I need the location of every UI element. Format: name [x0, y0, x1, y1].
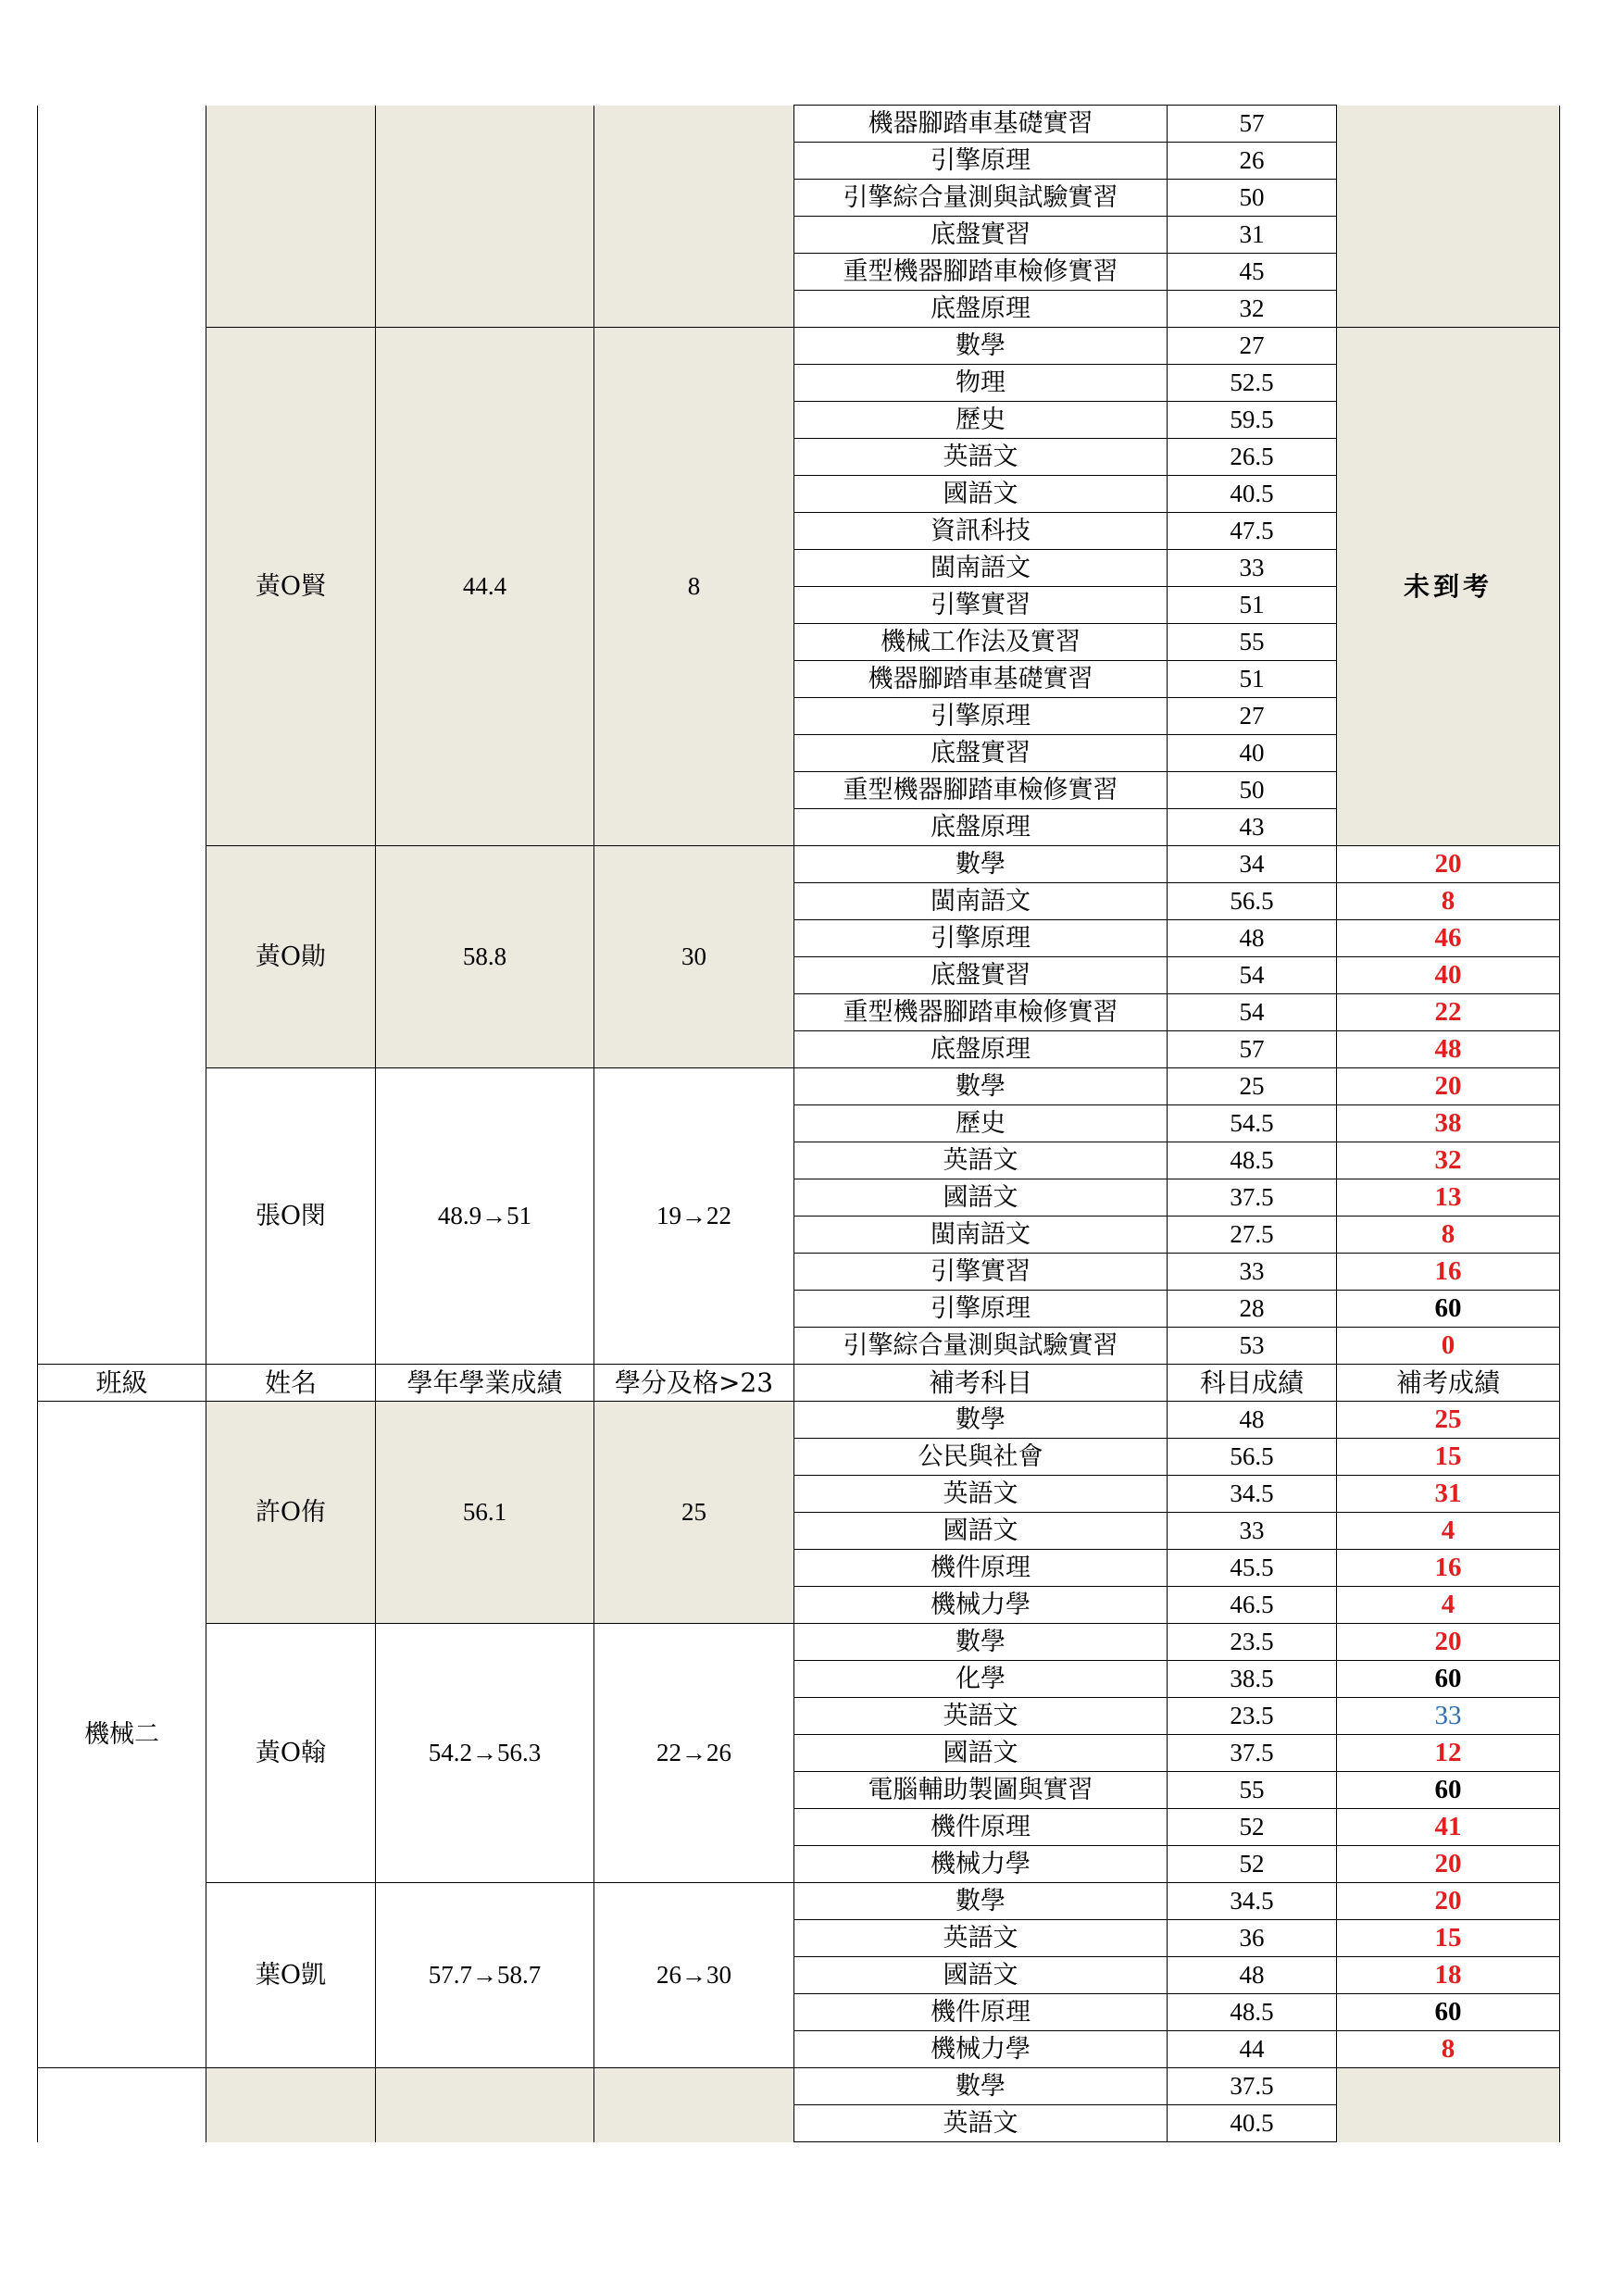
makeup-subject: 底盤實習	[794, 957, 1168, 994]
makeup-score: 41	[1337, 1809, 1560, 1846]
table-row	[38, 1402, 1560, 1439]
makeup-subject: 機件原理	[794, 1809, 1168, 1846]
makeup-subject: 機器腳踏車基礎實習	[794, 661, 1168, 698]
makeup-score: 40	[1337, 957, 1560, 994]
subject-score: 48	[1168, 1957, 1337, 1994]
subject-score: 25	[1168, 1068, 1337, 1105]
subject-score: 32	[1168, 291, 1337, 328]
credits-passed: 25	[594, 1402, 794, 1624]
subject-score: 52	[1168, 1809, 1337, 1846]
makeup-subject: 化學	[794, 1661, 1168, 1698]
makeup-subject: 引擎綜合量測與試驗實習	[794, 180, 1168, 217]
makeup-subject: 資訊科技	[794, 513, 1168, 550]
class-cell: 機械二	[38, 1402, 206, 2068]
makeup-score: 16	[1337, 1254, 1560, 1291]
makeup-subject: 國語文	[794, 1513, 1168, 1550]
credits-passed: 8	[594, 328, 794, 846]
subject-score: 54	[1168, 957, 1337, 994]
makeup-score: 8	[1337, 1217, 1560, 1254]
subject-score: 51	[1168, 587, 1337, 624]
table-row	[38, 1068, 1560, 1105]
makeup-subject: 英語文	[794, 1920, 1168, 1957]
student-name: 張O閔	[206, 1068, 376, 1365]
makeup-subject: 引擎實習	[794, 1254, 1168, 1291]
header-subject-score: 科目成績	[1168, 1365, 1337, 1402]
subject-score: 59.5	[1168, 402, 1337, 439]
makeup-exam-table	[37, 105, 1560, 2142]
subject-score: 38.5	[1168, 1661, 1337, 1698]
makeup-subject: 公民與社會	[794, 1439, 1168, 1476]
subject-score: 34	[1168, 846, 1337, 883]
makeup-score: 20	[1337, 1883, 1560, 1920]
makeup-subject: 國語文	[794, 1179, 1168, 1217]
makeup-subject: 底盤原理	[794, 291, 1168, 328]
subject-score: 45	[1168, 254, 1337, 291]
subject-score: 46.5	[1168, 1587, 1337, 1624]
makeup-subject: 閩南語文	[794, 550, 1168, 587]
makeup-score: 31	[1337, 1476, 1560, 1513]
subject-score: 27.5	[1168, 1217, 1337, 1254]
subject-score: 33	[1168, 550, 1337, 587]
makeup-subject: 歷史	[794, 402, 1168, 439]
makeup-subject: 重型機器腳踏車檢修實習	[794, 254, 1168, 291]
makeup-score: 60	[1337, 1661, 1560, 1698]
header-row	[38, 1365, 1560, 1402]
makeup-subject: 底盤原理	[794, 809, 1168, 846]
annual-score: 58.8	[376, 846, 594, 1068]
makeup-subject: 閩南語文	[794, 883, 1168, 920]
student-name: 葉O凱	[206, 1883, 376, 2068]
makeup-score	[1337, 2068, 1560, 2142]
subject-score: 47.5	[1168, 513, 1337, 550]
table-row	[38, 1883, 1560, 1920]
makeup-score: 46	[1337, 920, 1560, 957]
header-credits: 學分及格>23	[594, 1365, 794, 1402]
makeup-subject: 底盤實習	[794, 217, 1168, 254]
subject-score: 51	[1168, 661, 1337, 698]
makeup-subject: 機器腳踏車基礎實習	[794, 106, 1168, 143]
makeup-subject: 英語文	[794, 2105, 1168, 2142]
makeup-score	[1337, 106, 1560, 328]
makeup-subject: 數學	[794, 2068, 1168, 2105]
subject-score: 55	[1168, 624, 1337, 661]
subject-score: 34.5	[1168, 1883, 1337, 1920]
student-name	[206, 2068, 376, 2142]
subject-score: 23.5	[1168, 1698, 1337, 1735]
class-cell	[38, 2068, 206, 2142]
makeup-score: 0	[1337, 1328, 1560, 1365]
makeup-score: 13	[1337, 1179, 1560, 1217]
subject-score: 57	[1168, 106, 1337, 143]
makeup-subject: 機件原理	[794, 1550, 1168, 1587]
header-name: 姓名	[206, 1365, 376, 1402]
table-row	[38, 2068, 1560, 2105]
makeup-subject: 英語文	[794, 1142, 1168, 1179]
subject-score: 27	[1168, 698, 1337, 735]
class-cell	[38, 106, 206, 1365]
makeup-score: 60	[1337, 1772, 1560, 1809]
student-name: 許O侑	[206, 1402, 376, 1624]
subject-score: 48	[1168, 920, 1337, 957]
header-subject: 補考科目	[794, 1365, 1168, 1402]
makeup-score: 60	[1337, 1291, 1560, 1328]
table-row	[38, 328, 1560, 365]
subject-score: 40.5	[1168, 2105, 1337, 2142]
makeup-subject: 閩南語文	[794, 1217, 1168, 1254]
makeup-score: 32	[1337, 1142, 1560, 1179]
makeup-subject: 英語文	[794, 1698, 1168, 1735]
subject-score: 55	[1168, 1772, 1337, 1809]
makeup-subject: 重型機器腳踏車檢修實習	[794, 772, 1168, 809]
makeup-score: 20	[1337, 1068, 1560, 1105]
annual-score: 54.2→56.3	[376, 1624, 594, 1883]
header-class: 班級	[38, 1365, 206, 1402]
subject-score: 36	[1168, 1920, 1337, 1957]
subject-score: 56.5	[1168, 883, 1337, 920]
makeup-subject: 國語文	[794, 1957, 1168, 1994]
makeup-score: 20	[1337, 1846, 1560, 1883]
makeup-score: 4	[1337, 1513, 1560, 1550]
table-body	[38, 106, 1560, 2142]
credits-passed: 30	[594, 846, 794, 1068]
subject-score: 52.5	[1168, 365, 1337, 402]
makeup-subject: 數學	[794, 1068, 1168, 1105]
makeup-score: 60	[1337, 1994, 1560, 2031]
makeup-score: 18	[1337, 1957, 1560, 1994]
subject-score: 31	[1168, 217, 1337, 254]
makeup-subject: 引擎實習	[794, 587, 1168, 624]
subject-score: 27	[1168, 328, 1337, 365]
subject-score: 26.5	[1168, 439, 1337, 476]
subject-score: 57	[1168, 1031, 1337, 1068]
subject-score: 54	[1168, 994, 1337, 1031]
makeup-subject: 引擎原理	[794, 920, 1168, 957]
credits-passed	[594, 2068, 794, 2142]
subject-score: 54.5	[1168, 1105, 1337, 1142]
makeup-subject: 數學	[794, 1402, 1168, 1439]
subject-score: 23.5	[1168, 1624, 1337, 1661]
subject-score: 33	[1168, 1513, 1337, 1550]
header-annual-score: 學年學業成績	[376, 1365, 594, 1402]
makeup-subject: 數學	[794, 846, 1168, 883]
makeup-subject: 國語文	[794, 1735, 1168, 1772]
makeup-score: 20	[1337, 1624, 1560, 1661]
subject-score: 37.5	[1168, 2068, 1337, 2105]
makeup-score: 16	[1337, 1550, 1560, 1587]
header-makeup-score: 補考成績	[1337, 1365, 1560, 1402]
student-name: 黃O翰	[206, 1624, 376, 1883]
annual-score: 56.1	[376, 1402, 594, 1624]
subject-score: 50	[1168, 180, 1337, 217]
annual-score	[376, 2068, 594, 2142]
makeup-subject: 數學	[794, 1624, 1168, 1661]
annual-score	[376, 106, 594, 328]
makeup-subject: 底盤原理	[794, 1031, 1168, 1068]
makeup-subject: 英語文	[794, 1476, 1168, 1513]
makeup-score: 4	[1337, 1587, 1560, 1624]
makeup-subject: 引擎原理	[794, 143, 1168, 180]
makeup-score: 38	[1337, 1105, 1560, 1142]
makeup-score: 20	[1337, 846, 1560, 883]
subject-score: 26	[1168, 143, 1337, 180]
table-row	[38, 846, 1560, 883]
makeup-subject: 機械力學	[794, 2031, 1168, 2068]
makeup-score: 48	[1337, 1031, 1560, 1068]
subject-score: 45.5	[1168, 1550, 1337, 1587]
subject-score: 44	[1168, 2031, 1337, 2068]
subject-score: 50	[1168, 772, 1337, 809]
makeup-score: 12	[1337, 1735, 1560, 1772]
subject-score: 37.5	[1168, 1179, 1337, 1217]
makeup-subject: 機械力學	[794, 1846, 1168, 1883]
makeup-subject: 機械力學	[794, 1587, 1168, 1624]
annual-score: 48.9→51	[376, 1068, 594, 1365]
makeup-score: 8	[1337, 2031, 1560, 2068]
subject-score: 33	[1168, 1254, 1337, 1291]
credits-passed: 26→30	[594, 1883, 794, 2068]
subject-score: 48.5	[1168, 1994, 1337, 2031]
subject-score: 48	[1168, 1402, 1337, 1439]
makeup-score: 22	[1337, 994, 1560, 1031]
credits-passed	[594, 106, 794, 328]
subject-score: 40	[1168, 735, 1337, 772]
makeup-subject: 引擎綜合量測與試驗實習	[794, 1328, 1168, 1365]
makeup-subject: 重型機器腳踏車檢修實習	[794, 994, 1168, 1031]
makeup-subject: 機件原理	[794, 1994, 1168, 2031]
student-name: 黃O賢	[206, 328, 376, 846]
student-name: 黃O勛	[206, 846, 376, 1068]
credits-passed: 19→22	[594, 1068, 794, 1365]
makeup-score: 8	[1337, 883, 1560, 920]
makeup-subject: 底盤實習	[794, 735, 1168, 772]
subject-score: 52	[1168, 1846, 1337, 1883]
makeup-score: 15	[1337, 1439, 1560, 1476]
subject-score: 37.5	[1168, 1735, 1337, 1772]
makeup-subject: 引擎原理	[794, 698, 1168, 735]
subject-score: 34.5	[1168, 1476, 1337, 1513]
subject-score: 48.5	[1168, 1142, 1337, 1179]
makeup-subject: 歷史	[794, 1105, 1168, 1142]
subject-score: 53	[1168, 1328, 1337, 1365]
absent-note: 未到考	[1337, 328, 1560, 846]
makeup-score: 25	[1337, 1402, 1560, 1439]
makeup-score: 15	[1337, 1920, 1560, 1957]
makeup-subject: 物理	[794, 365, 1168, 402]
student-name	[206, 106, 376, 328]
makeup-subject: 機械工作法及實習	[794, 624, 1168, 661]
makeup-subject: 引擎原理	[794, 1291, 1168, 1328]
subject-score: 56.5	[1168, 1439, 1337, 1476]
subject-score: 43	[1168, 809, 1337, 846]
subject-score: 28	[1168, 1291, 1337, 1328]
makeup-subject: 數學	[794, 328, 1168, 365]
makeup-subject: 電腦輔助製圖與實習	[794, 1772, 1168, 1809]
table-row	[38, 106, 1560, 143]
annual-score: 44.4	[376, 328, 594, 846]
table-row	[38, 1624, 1560, 1661]
subject-score: 40.5	[1168, 476, 1337, 513]
credits-passed: 22→26	[594, 1624, 794, 1883]
makeup-score: 33	[1337, 1698, 1560, 1735]
makeup-subject: 數學	[794, 1883, 1168, 1920]
makeup-subject: 國語文	[794, 476, 1168, 513]
makeup-subject: 英語文	[794, 439, 1168, 476]
annual-score: 57.7→58.7	[376, 1883, 594, 2068]
